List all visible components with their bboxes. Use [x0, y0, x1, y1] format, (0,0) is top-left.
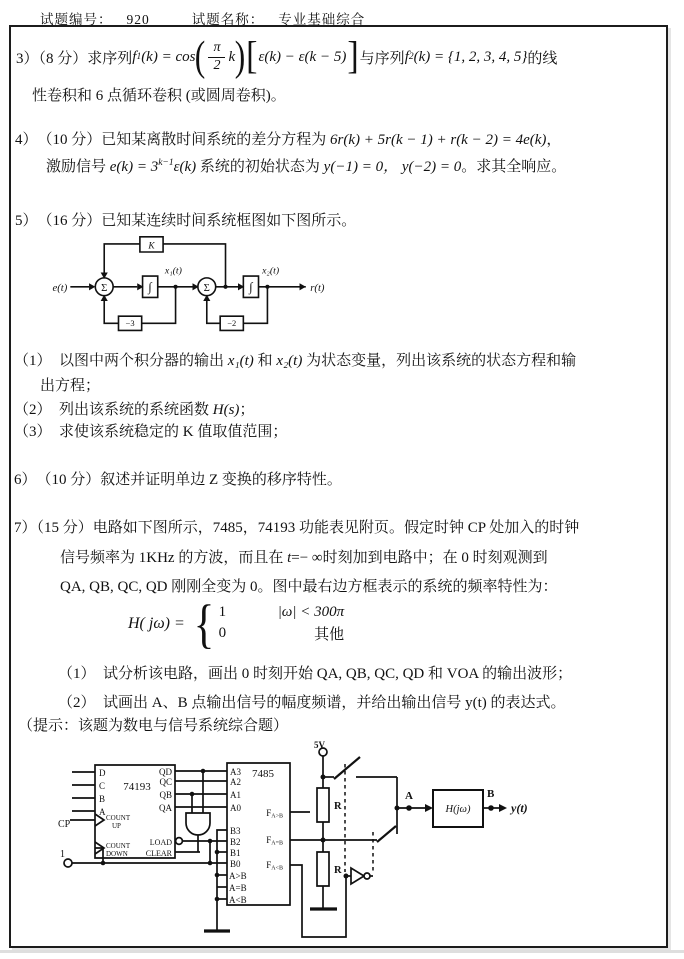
q4-difference-eq: 6r(k) + 5r(k − 1) + r(k − 2) = 4e(k) — [330, 132, 547, 148]
q5-i1-pre: （1） 以图中两个积分器的输出 — [14, 353, 228, 369]
svg-text:B3: B3 — [230, 826, 241, 836]
svg-text:A<B: A<B — [229, 895, 247, 905]
svg-text:B0: B0 — [230, 859, 241, 869]
q7-hint: （提示：该题为数电与信号系统综合题） — [18, 718, 289, 734]
resistor-2 — [317, 852, 329, 886]
q4-initial-state: y(−1) = 0， y(−2) = 0 — [323, 159, 462, 175]
input-label: e(t) — [52, 282, 68, 295]
q3-f1-rest: (k) = cos — [141, 48, 196, 65]
q7-l2-t: t — [287, 550, 292, 566]
inverter-bubble — [364, 873, 370, 879]
q3-mid: 与序列 — [359, 50, 405, 67]
fagb-label: FA>B — [266, 808, 283, 820]
r1-label: R — [334, 801, 342, 812]
inverter-gate — [351, 868, 364, 884]
svg-text:B: B — [99, 794, 106, 804]
q4-l2-pre: 激励信号 — [46, 159, 110, 175]
svg-text:CLEAR: CLEAR — [145, 849, 172, 858]
q7-frequency-response: H( jω) = { 1 |ω| < 300π 0 其他 — [128, 594, 345, 654]
exam-no-label: 试题编号： — [40, 12, 113, 27]
q7-line2 — [60, 546, 548, 567]
q7-line1: 7）（15 分）电路如下图所示，7485，74193 功能表见附页。假定时钟 CP 处加入的时钟 — [14, 520, 580, 536]
q5-item2 — [14, 398, 254, 419]
q3-line1: 3）（8 分）求序列 f 1 (k) = cos ( $\frac{\pi}{2}$ k ) [ ε(k) − ε(k − 5) ] 与序列 f 2 (k) = {1, 2, 3, 4, 5} 的线 — [16, 34, 558, 80]
q4-line2 — [46, 155, 566, 176]
q5-item1-line1 — [14, 349, 576, 370]
q4-e-post: ε(k) — [173, 159, 197, 175]
svg-text:COUNT: COUNT — [106, 814, 131, 822]
q7-l2-a: 信号频率为 1KHz 的方波，而且在 — [60, 550, 288, 566]
svg-text:DOWN: DOWN — [106, 850, 128, 858]
fraction-pi-2 — [208, 40, 225, 73]
q4-l2-tail: 。求其全响应。 — [461, 159, 567, 175]
x1-label: x₁(t) — [164, 265, 182, 277]
svg-text:D: D — [99, 768, 106, 778]
case2-condition: 其他 — [314, 627, 345, 643]
svg-text:QB: QB — [159, 790, 172, 800]
node-b-label: B — [487, 788, 495, 800]
scan-artifact — [0, 950, 684, 953]
arrow — [300, 283, 306, 290]
svg-text:A: A — [99, 807, 106, 817]
q3-f2: f — [404, 48, 409, 65]
q4-l2-mid: 系统的初始状态为 — [196, 159, 324, 175]
case2-value: 0 — [218, 625, 227, 641]
q5-item3: （3） 求使该系统稳定的 K 值取值范围； — [14, 424, 288, 440]
sigma-2-glyph: Σ — [203, 282, 210, 295]
switch-lower — [377, 826, 396, 842]
exam-no-value: 920 — [126, 12, 150, 27]
q7-item2: （2） 试画出 A、B 点输出信号的幅度频谱，并给出输出信号 y(t) 的表达式。 — [58, 695, 566, 711]
svg-text:A3: A3 — [230, 767, 241, 777]
q5-i1-x1: x₁(t) — [227, 353, 254, 369]
q4-e-sup: k−1 — [158, 158, 174, 168]
case1-value: 1 — [218, 604, 227, 620]
case-rows — [219, 604, 345, 644]
svg-text:B1: B1 — [230, 848, 241, 858]
svg-text:QC: QC — [159, 777, 172, 787]
svg-text:COUNT: COUNT — [106, 842, 131, 850]
k-label: K — [148, 241, 155, 252]
node-x2 — [265, 285, 269, 289]
case1-condition: |ω| < 300π — [277, 604, 345, 620]
arrow-to-filter — [425, 804, 433, 812]
x2-label: x₂(t) — [262, 265, 280, 277]
q4-e-base: e(k) = 3 — [109, 159, 159, 175]
q7-l2-b: =− ∞时刻加到电路中；在 0 时刻观测到 — [291, 550, 548, 566]
svg-text:LOAD: LOAD — [149, 838, 172, 847]
svg-text:A0: A0 — [230, 803, 241, 813]
logic1-terminal — [64, 859, 72, 867]
q7-circuit-diagram — [55, 738, 540, 946]
svg-text:C: C — [99, 781, 106, 791]
frac-denominator: 2 — [213, 57, 221, 73]
gain-neg2-label: −2 — [227, 318, 237, 329]
q3-line2: 性卷积和 6 点循环卷积 (或圆周卷积)。 — [32, 88, 286, 104]
hjw-lhs: H( jω) = — [128, 615, 185, 632]
q3-tail: 的线 — [527, 50, 558, 67]
r2-label: R — [334, 865, 342, 876]
and-gate — [186, 813, 210, 835]
q3-f2-sub: 2 — [408, 52, 414, 62]
svg-text:B2: B2 — [230, 837, 241, 847]
node-a-label: A — [405, 790, 413, 802]
q3-lead: 3）（8 分）求序列 — [16, 50, 133, 67]
hjw-box-label: H(jω) — [445, 804, 471, 815]
svg-text:A1: A1 — [230, 790, 241, 800]
resistor-1 — [317, 788, 329, 822]
q4-line1 — [15, 128, 561, 149]
chip1-label: 74193 — [123, 781, 151, 793]
q7-item1: （1） 试分析该电路，画出 0 时刻开始 QA, QB, QC, QD 和 VOA 的输出波形； — [58, 666, 573, 682]
v5-label: 5V — [314, 740, 325, 750]
q4-pre: 4） （10 分）已知某离散时间系统的差分方程为 — [15, 132, 331, 148]
q3-epsilon-terms: ε(k) − ε(k − 5) — [258, 48, 347, 65]
svg-text:QD: QD — [159, 767, 172, 777]
svg-text:QA: QA — [159, 803, 172, 813]
q5-i2-post: ； — [239, 402, 255, 418]
q5-i2-pre: （2） 列出该系统的系统函数 — [14, 402, 213, 418]
integral-1-glyph: ∫ — [148, 280, 152, 295]
q5-i1-post: 为状态变量，列出该系统的状态方程和输 — [302, 353, 577, 369]
q5-i2-hs: H(s) — [212, 402, 240, 418]
output-label: r(t) — [310, 282, 325, 295]
svg-text:A=B: A=B — [229, 883, 247, 893]
exam-name-label: 试题名称： — [191, 12, 265, 27]
q4-comma: ， — [546, 132, 562, 148]
gain-neg3-label: −3 — [125, 318, 135, 329]
switch-upper — [334, 757, 360, 779]
yt-label: y(t) — [511, 801, 528, 815]
cp-label: CP — [58, 819, 71, 830]
one-label: 1 — [60, 849, 65, 860]
integral-2-glyph: ∫ — [249, 280, 253, 295]
q3-f1: f — [132, 48, 137, 65]
chip2-label: 7485 — [252, 768, 274, 780]
q3-k: k — [228, 48, 236, 65]
falb-label: FA<B — [266, 860, 283, 872]
faeb-label: FA=B — [266, 835, 283, 847]
q5-i1-mid: 和 — [253, 353, 277, 369]
exam-name-value: 专业基础综合 — [278, 12, 366, 27]
arrow-to-output — [499, 804, 507, 812]
q5-title: 5） （16 分）已知某连续时间系统框图如下图所示。 — [15, 213, 357, 229]
arrow — [89, 283, 95, 290]
q3-f2-rest: (k) = {1, 2, 3, 4, 5} — [413, 48, 528, 65]
frac-numerator: π — [208, 40, 225, 57]
sigma-1-glyph: Σ — [101, 282, 108, 295]
q5-item1-line2: 出方程； — [40, 378, 101, 394]
q3-f1-sub: 1 — [136, 52, 142, 62]
svg-text:A2: A2 — [230, 777, 241, 787]
q6-text: 6） （10 分）叙述并证明单边 Z 变换的移序特性。 — [14, 472, 342, 488]
node-k-tap — [223, 285, 227, 289]
q5-i1-x2: x₂(t) — [276, 353, 303, 369]
svg-text:UP: UP — [112, 822, 121, 830]
q7-line3: QA, QB, QC, QD 刚刚全变为 0。图中最右边方框表示的系统的频率特性为： — [60, 579, 558, 595]
svg-text:A>B: A>B — [229, 871, 247, 881]
q5-block-diagram — [40, 226, 370, 344]
load-bubble — [176, 838, 183, 845]
node-x1 — [174, 285, 178, 289]
